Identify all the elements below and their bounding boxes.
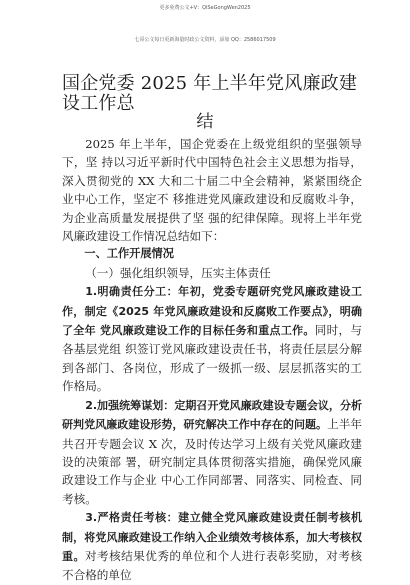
item-2-body: 上半年共召开专题会议 X 次，及时传达学习上级有关党风廉政建设的决策部 署，研究制定具体贯彻落实措施，确保党风廉政建设工作与企业 中心工作同部署、同落实、同检查、同考核。: [62, 417, 362, 506]
section-heading: 一、工作开展情况: [84, 247, 174, 261]
document-title: 国企党委 2025 年上半年党风廉政建设工作总: [62, 73, 358, 114]
item-paragraph-3: [62, 508, 362, 585]
item-1-body: 同时，与各基层党组 织签订党风廉政建设责任书，将责任层层分解到各部门、各岗位，形成了一级抓一级、层层抓落实的工作格局。: [62, 323, 362, 394]
intro-paragraph: 2025 年上半年，国企党委在上级党组织的坚强领导下，坚 持以习近平新时代中国特色社会主义思想为指导，深入贯彻党的 XX 大和二十届二中全会精神，紧紧围绕企业中心工作，坚定不 移推进党风廉政建设和反腐败斗争，为企业高质量发展提供了坚 强的纪律保障。现将上半年党风廉政建设工作情况总结如下：: [62, 137, 362, 244]
document-title-continued: 结: [196, 112, 214, 132]
item-paragraph-2: [62, 396, 362, 508]
subsection-heading: （一）强化组织领导，压实主体责任: [85, 265, 271, 280]
header-contact-line: 七哥公文每日更新海量时政公文资料，添加 QQ：2586017509: [134, 37, 276, 43]
item-3-lead: 3.严格责任考核：建立健全党风廉政建设责任制考核机制，将党风廉政建设工作纳入企业绩效考核体系，加大考核权重。: [62, 511, 362, 563]
document-body: [62, 135, 362, 585]
item-paragraph-1: [62, 282, 362, 395]
item-3-body: 对考核结果优秀的单位和个人进行表彰奖励，对考核不合格的单位: [62, 548, 362, 583]
header-promo-line: 更多免费公文+V：QiSeGongWen2025: [159, 5, 251, 11]
item-2-lead: 2.加强统筹谋划：定期召开党风廉政建设专题会议，分析研判党风廉政建设形势，研究解决工作中存在的问题。: [62, 398, 362, 432]
item-1-lead: 1.明确责任分工：年初，党委专题研究党风廉政建设工作，制定《2025 年党风廉政建设和反腐败工作要点》，明确了全年 党风廉政建设工作的目标任务和重点工作。: [62, 285, 362, 338]
